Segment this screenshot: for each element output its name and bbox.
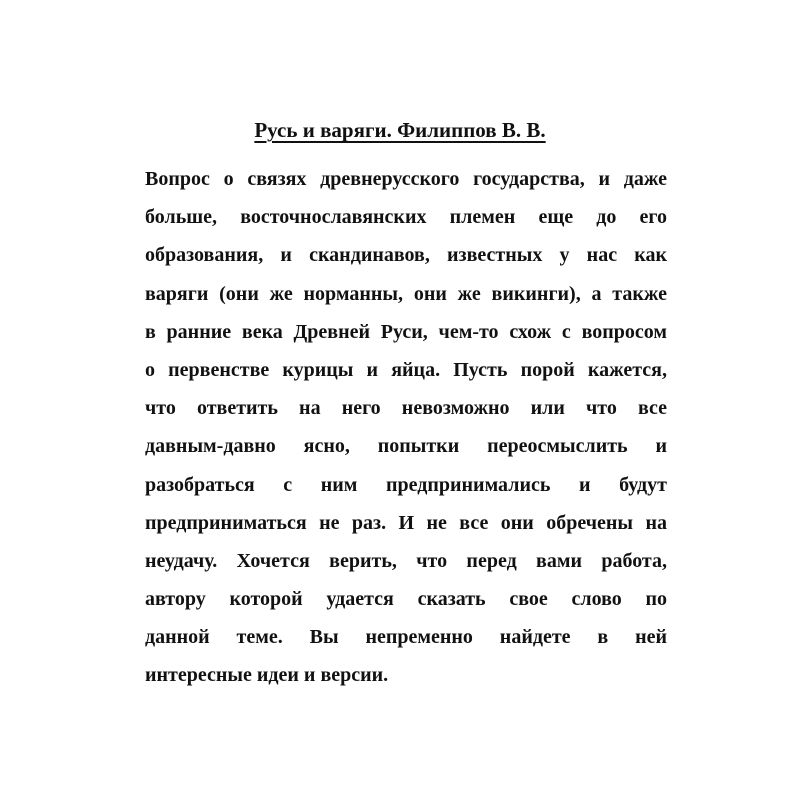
text-line: в ранние века Древней Руси, чем-то схож с вопросом [145, 320, 667, 343]
document-title: Русь и варяги. Филиппов В. В. [254, 118, 546, 142]
text-line: автору которой удается сказать свое слово по [145, 588, 667, 611]
text-line: предприниматься не раз. И не все они обречены на [145, 511, 667, 534]
text-line: Вопрос о связях древнерусского государства, и даже [145, 168, 667, 190]
text-line: что ответить на него невозможно или что все [145, 397, 667, 420]
text-line-last: интересные идеи и версии. [145, 664, 389, 687]
document-body [145, 160, 667, 695]
text-line: давным-давно ясно, попытки переосмыслить и [145, 435, 667, 458]
text-line: варяги (они же норманны, они же викинги), а также [145, 282, 667, 305]
document-title-block [0, 116, 800, 144]
text-line: разобраться с ним предпринимались и будут [145, 473, 667, 496]
text-line: образования, и скандинавов, известных у нас как [145, 244, 667, 267]
text-line: неудачу. Хочется верить, что перед вами работа, [145, 549, 667, 572]
text-line: данной теме. Вы непременно найдете в ней [145, 626, 667, 649]
text-line: больше, восточнославянских племен еще до его [145, 206, 667, 229]
text-line: о первенстве курицы и яйца. Пусть порой кажется, [145, 358, 667, 381]
